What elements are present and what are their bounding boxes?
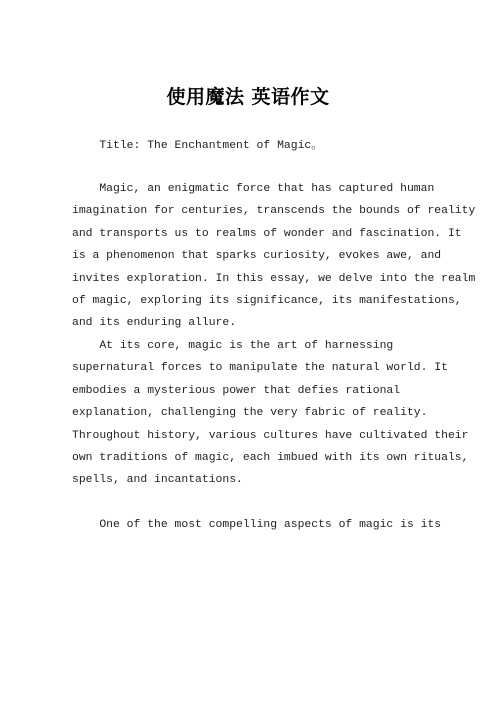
paragraph-2: At its core, magic is the art of harnessing supernatural forces to manipulate the natural world. It embodies a mysterious power that defies rational explanation, challenging the very fabric of reality. Throughout history, various cultures have cultivated their own traditions of magic, each imbued with its own rituals, spells, and incantations. xyxy=(72,340,469,487)
paragraph-1: Magic, an enigmatic force that has captured human imagination for centuries, transcends the bounds of reality and transports us to realms of wonder and fascination. It is a phenomenon that sparks curiosity, evokes awe, and invites exploration. In this essay, we delve into the realm of magic, exploring its significance, its manifestations, and its enduring allure. xyxy=(72,183,476,330)
paragraph-3: One of the most compelling aspects of magic is its xyxy=(72,519,442,531)
essay-subtitle: Title: The Enchantment of Magic。 xyxy=(72,140,323,152)
document-title: 使用魔法 英语作文 xyxy=(166,86,330,108)
